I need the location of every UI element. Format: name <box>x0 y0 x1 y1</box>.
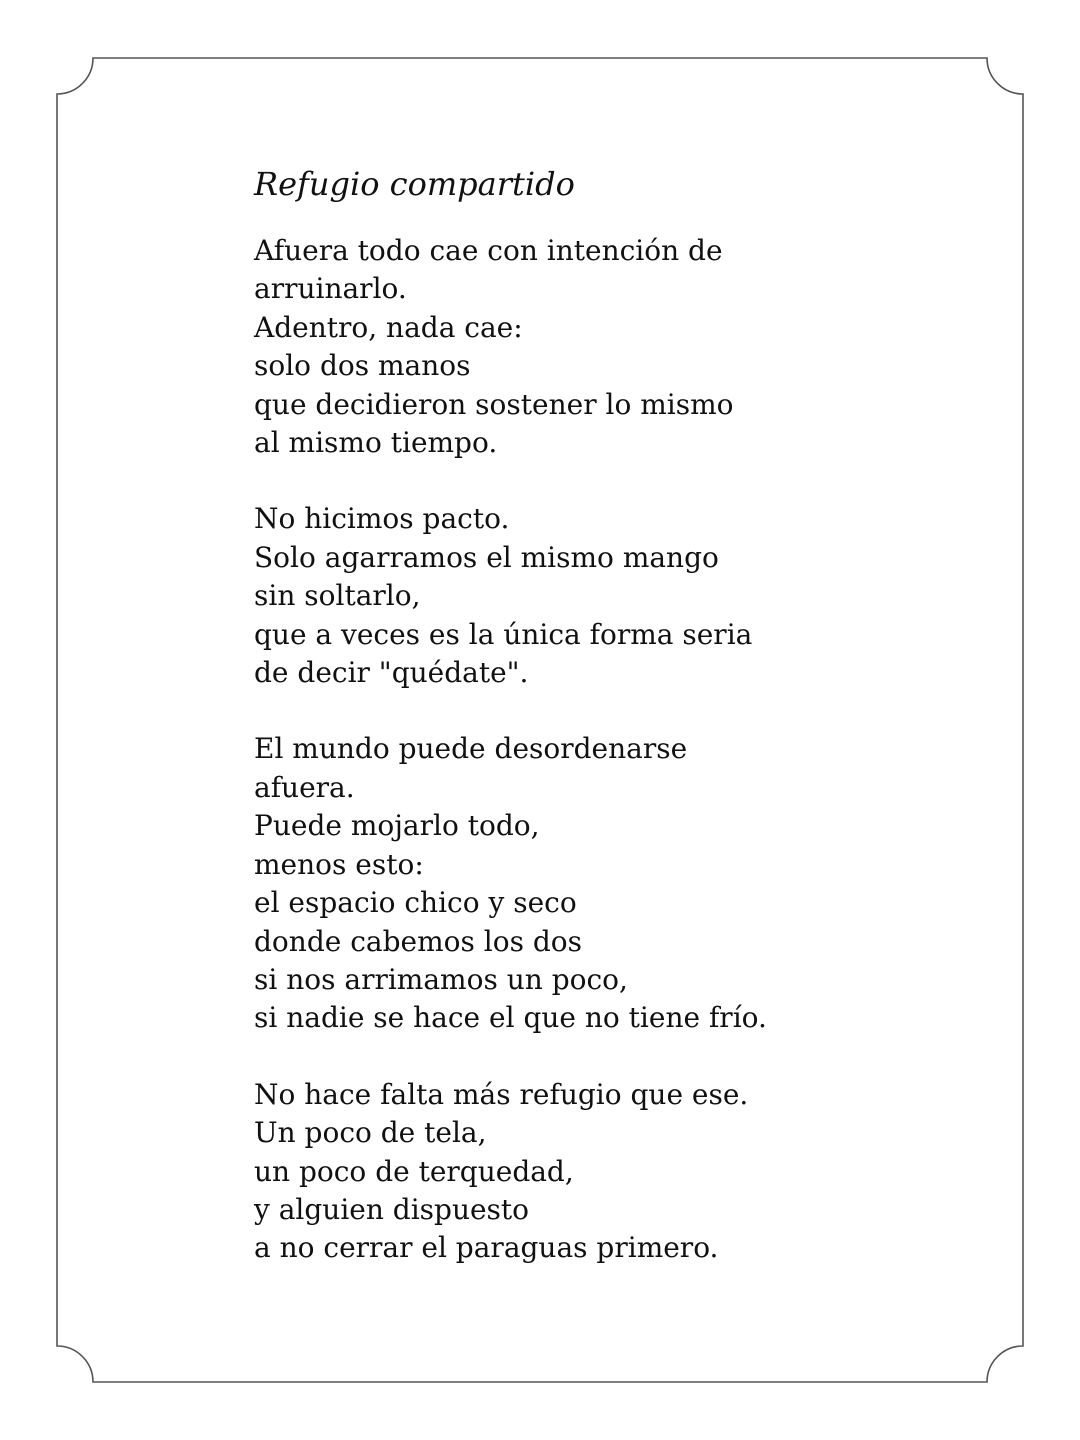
poem-line: y alguien dispuesto <box>254 1192 530 1226</box>
stanza-2 <box>254 500 954 692</box>
poem-line: solo dos manos <box>254 349 471 383</box>
poem-line: arruinarlo. <box>254 272 407 306</box>
poem-line: No hicimos pacto. <box>254 502 510 536</box>
poem-line: que decidieron sostener lo mismo <box>254 387 734 421</box>
poem-line: El mundo puede desordenarse <box>254 732 688 766</box>
poem-line: donde cabemos los dos <box>254 924 582 958</box>
poem-line: sin soltarlo, <box>254 579 421 613</box>
poem-line: menos esto: <box>254 847 424 881</box>
poem-line: Un poco de tela, <box>254 1116 487 1150</box>
poem-line: Solo agarramos el mismo mango <box>254 540 719 574</box>
poem-line: Adentro, nada cae: <box>254 310 523 344</box>
poem <box>254 160 954 1306</box>
stanza-4 <box>254 1076 954 1268</box>
poem-line: si nos arrimamos un poco, <box>254 962 628 996</box>
poem-line: al mismo tiempo. <box>254 426 498 460</box>
poem-line: un poco de terquedad, <box>254 1154 574 1188</box>
poem-line: afuera. <box>254 770 355 804</box>
poem-title: Refugio compartido <box>254 165 575 203</box>
poem-line: Afuera todo cae con intención de <box>254 234 723 267</box>
poem-line: que a veces es la única forma seria <box>254 617 753 651</box>
poem-line: de decir "quédate". <box>254 656 529 690</box>
poem-line: No hace falta más refugio que ese. <box>254 1077 749 1111</box>
poem-line: Puede mojarlo todo, <box>254 809 540 843</box>
poem-line: si nadie se hace el que no tiene frío. <box>254 1001 767 1035</box>
poem-line: el espacio chico y seco <box>254 886 577 920</box>
poem-line: a no cerrar el paraguas primero. <box>254 1231 719 1265</box>
stanza-3 <box>254 730 954 1037</box>
stanza-1 <box>254 232 954 462</box>
